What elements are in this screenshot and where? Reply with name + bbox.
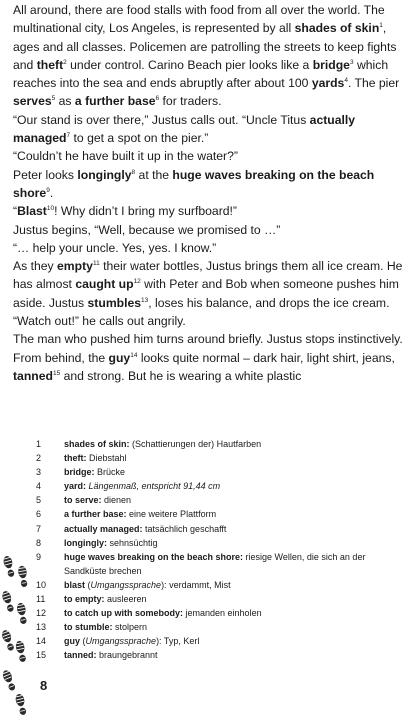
text: , ages and all classes. Policemen are patrolling the streets to keep fights and (13, 21, 397, 72)
glossary-entry (36, 522, 406, 536)
glossary-term: theft: (64, 453, 87, 464)
text: their water bottles, Justus brings them all ice cream. He has almost (13, 259, 403, 292)
glossary-entry (36, 592, 406, 606)
glossary-translation: braungebrannt (96, 650, 158, 661)
glossed-term: caught up (75, 277, 134, 292)
text: as (55, 94, 75, 109)
glossary-translation: dienen (101, 495, 132, 506)
paragraph (13, 1, 409, 111)
glossary-number: 6 (36, 509, 42, 520)
glossary-translation: verdammt, Mist (166, 579, 231, 590)
glossed-term: stumbles (87, 295, 142, 310)
footnote-ref: 15 (52, 369, 61, 377)
glossary-number: 3 (36, 467, 42, 478)
glossed-term: theft (36, 57, 64, 72)
glossary-translation: jemanden einholen (183, 608, 262, 619)
glossary-paren: ): (156, 636, 162, 647)
glossary-register: Umgangssprache (90, 579, 162, 590)
footprints-decoration (0, 0, 40, 720)
footnote-ref: 13 (141, 296, 149, 304)
glossary-number: 1 (36, 439, 42, 449)
glossed-term: bridge (312, 57, 350, 72)
glossed-term: a further base (74, 94, 156, 109)
glossary-term: longingly: (64, 537, 107, 548)
glossary-translation: ausleeren (104, 594, 147, 605)
glossary-term: tanned: (64, 650, 97, 661)
text: . (49, 185, 54, 200)
glossary-number: 11 (36, 594, 46, 605)
glossary-term: to empty: (64, 594, 105, 605)
glossary-term: yard: (64, 481, 87, 492)
glossary-term: to stumble: (64, 622, 113, 633)
glossary-paren: ): (161, 579, 167, 590)
glossary (36, 437, 406, 663)
glossary-term: huge waves breaking on the beach shore: (64, 551, 244, 562)
glossary-number: 2 (36, 453, 42, 464)
footprint-icon (17, 565, 28, 587)
glossary-entry (36, 451, 406, 465)
text: “Our stand is over there,” Justus calls out. “Uncle Titus (13, 112, 310, 127)
glossed-term: tanned (13, 368, 53, 383)
text: at the (135, 167, 173, 182)
glossary-number: 14 (36, 636, 47, 647)
paragraph (13, 166, 409, 203)
glossary-entry (36, 493, 406, 507)
footnote-ref: 4 (344, 77, 348, 85)
paragraph: Justus begins, “Well, because we promised to …” (13, 222, 281, 237)
glossary-term: a further base: (64, 509, 127, 520)
text: “ (13, 204, 18, 219)
glossary-register: Umgangssprache (85, 636, 157, 647)
glossed-term: longingly (77, 167, 132, 182)
glossed-term: Blast (17, 204, 47, 219)
text: Peter looks (13, 167, 78, 182)
text: As they (13, 259, 58, 274)
glossary-number: 7 (36, 523, 42, 534)
footprint-icon (16, 602, 28, 624)
text: to get a spot on the pier.” (70, 131, 209, 146)
glossary-translation: Brücke (94, 467, 126, 478)
glossary-continuation: Sandküste brechen (64, 565, 142, 576)
glossed-term: huge waves breaking on the beach shore (13, 167, 375, 200)
glossary-number: 9 (36, 551, 42, 562)
glossary-entry (36, 507, 406, 521)
glossary-translation: stolpern (112, 622, 148, 633)
glossary-entry (36, 536, 406, 550)
glossary-number: 15 (36, 650, 47, 661)
text: for traders. (159, 94, 222, 109)
story-text (13, 1, 409, 385)
glossary-translation: riesige Wellen, die sich an der (243, 551, 366, 562)
text: ! Why didn’t I bring my surfboard!” (54, 204, 237, 219)
footprint-icon (14, 693, 27, 716)
footnote-ref: 7 (66, 132, 71, 140)
glossary-paren: ( (85, 579, 91, 590)
glossary-translation: tatsächlich geschafft (142, 523, 227, 534)
footnote-ref: 2 (63, 58, 67, 66)
glossed-term: shades of skin (294, 21, 380, 36)
text: which reaches into the sea and ends abruptly after about 100 (13, 57, 389, 91)
glossary-term: to catch up with somebody: (64, 608, 184, 619)
glossary-translation: (Schattierungen der) Hautfarben (129, 439, 262, 449)
paragraph: “Couldn’t he have built it up in the water?” (13, 149, 238, 164)
text: and strong. But he is wearing a white plastic (60, 368, 302, 383)
text: . The pier (347, 76, 400, 91)
text: under control. Carino Beach pier looks like a (66, 57, 313, 72)
glossary-entry (36, 620, 406, 634)
footnote-ref: 8 (131, 168, 136, 176)
footnote-ref: 6 (155, 95, 160, 103)
text: with Peter and Bob when someone pushes him aside. Justus (13, 277, 399, 310)
paragraph (13, 257, 409, 312)
paragraph (13, 111, 409, 148)
glossed-term: actually managed (13, 112, 356, 146)
glossary-paren: ( (80, 636, 86, 647)
glossary-translation: Diebstahl (86, 453, 127, 464)
glossed-term: serves (13, 94, 52, 109)
glossary-number: 12 (36, 608, 47, 619)
text: looks quite normal – dark hair, light shirt, jeans, (137, 350, 395, 365)
footnote-ref: 1 (379, 22, 383, 30)
footprint-icon (1, 590, 16, 613)
glossary-term: shades of skin: (64, 439, 130, 449)
glossary-entry (36, 648, 406, 662)
text: All around, there are food stalls with food from all over the world. The multinational city, Los Angeles, is represented by all (13, 3, 385, 36)
glossary-entry (36, 550, 406, 564)
paragraph (13, 330, 409, 385)
glossary-entry (36, 479, 406, 493)
paragraph: “… help your uncle. Yes, yes. I know.” (13, 240, 217, 255)
glossary-term: blast (64, 579, 86, 590)
footnote-ref: 5 (51, 95, 56, 103)
text: , loses his balance, and drops the ice cream. (148, 295, 390, 310)
glossary-entry (36, 634, 406, 648)
glossary-term: actually managed: (64, 523, 143, 534)
footprint-icon (2, 555, 16, 578)
glossary-entry (36, 578, 406, 592)
footnote-ref: 3 (349, 58, 354, 66)
footprint-icon (15, 640, 28, 663)
footnote-ref: 10 (46, 205, 55, 213)
footnote-ref: 9 (46, 186, 50, 194)
glossary-number: 13 (36, 622, 47, 633)
glossed-term: yards (311, 76, 345, 91)
paragraph: “Watch out!” he calls out angrily. (13, 314, 186, 329)
glossary-number: 4 (36, 481, 42, 492)
footnote-ref: 12 (133, 278, 141, 286)
glossary-entry (36, 606, 406, 620)
glossary-entry (36, 465, 406, 479)
text: The man who pushed him turns around briefly. Justus stops instinctively. From behind, the (13, 332, 403, 365)
page-number: 8 (40, 678, 48, 693)
glossary-translation: sehnsüchtig (107, 537, 158, 548)
glossary-translation: eine weitere Plattform (126, 509, 217, 520)
glossary-number: 5 (36, 495, 42, 506)
footnote-ref: 11 (92, 260, 100, 268)
footnote-ref: 14 (130, 351, 138, 359)
glossary-entry (36, 437, 406, 451)
glossary-number: 8 (36, 537, 42, 548)
glossed-term: guy (108, 350, 131, 365)
footprint-icon (1, 629, 16, 652)
glossary-term: bridge: (64, 467, 95, 478)
glossed-term: empty (57, 259, 93, 274)
footprint-icon (1, 669, 17, 692)
glossary-translation: Längenmaß, entspricht 91,44 cm (86, 481, 221, 492)
paragraph (13, 202, 409, 220)
glossary-translation: Typ, Kerl (161, 636, 200, 647)
glossary-term: to serve: (64, 495, 102, 506)
glossary-number: 10 (36, 579, 47, 590)
glossary-term: guy (64, 636, 81, 647)
